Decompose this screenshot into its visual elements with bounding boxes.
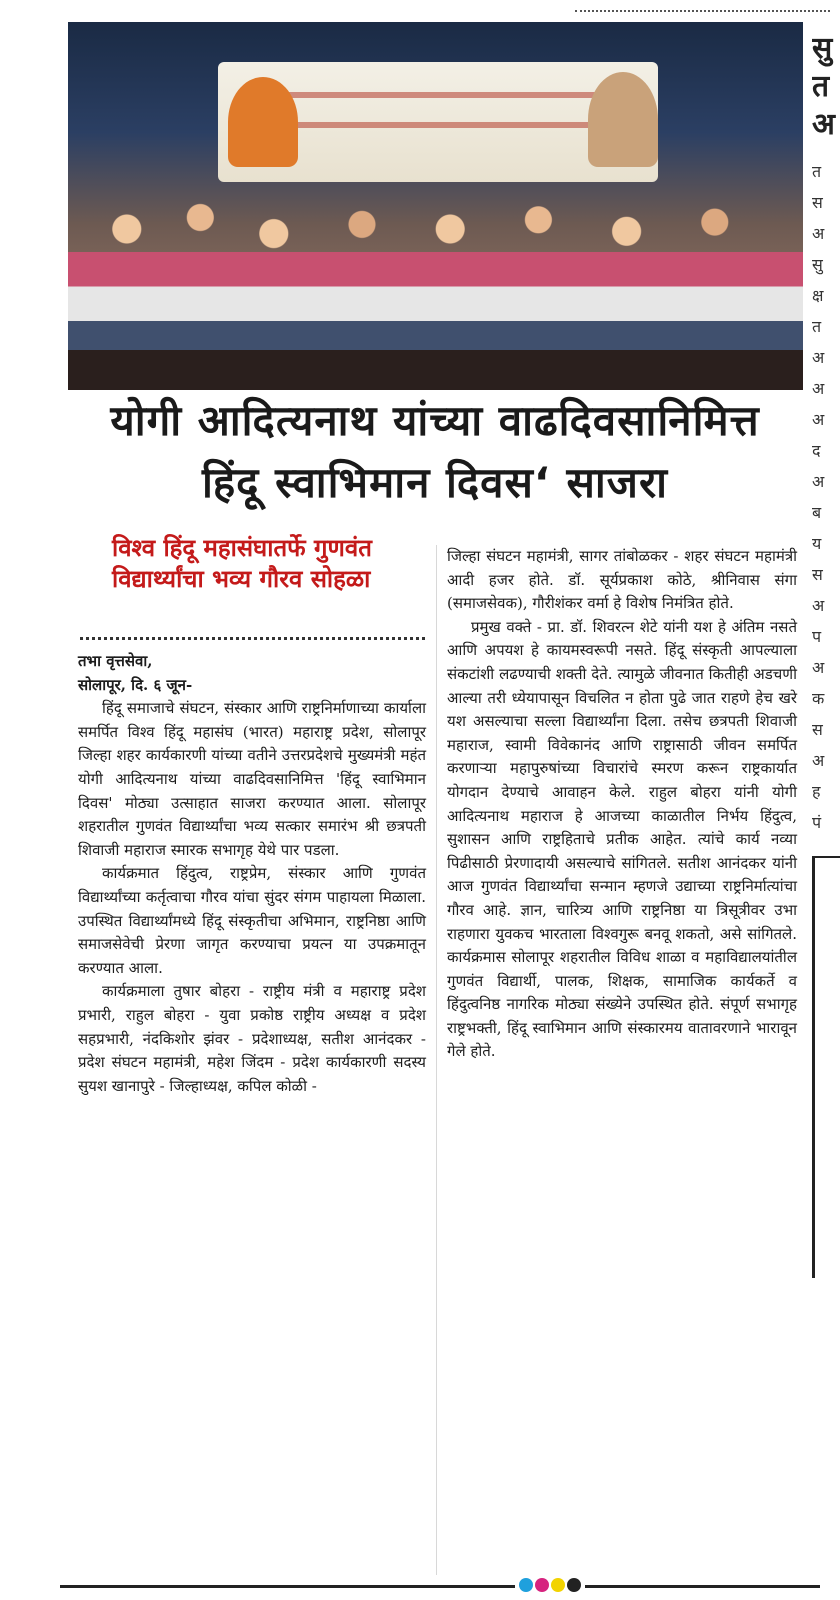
magenta-dot bbox=[535, 1578, 549, 1592]
adjacent-box bbox=[812, 856, 840, 1278]
banner-portrait-right bbox=[588, 72, 658, 167]
yellow-dot bbox=[551, 1578, 565, 1592]
headline-line-1: योगी आदित्यनाथ यांच्या वाढदिवसानिमित्त bbox=[110, 396, 760, 445]
paragraph: प्रमुख वक्ते - प्रा. डॉ. शिवरत्न शेटे यांनी यश हे अंतिम नसते आणि अपयश हे कायमस्वरूपी नसते. हिंदू संस्कृती आपल्याला संकटांशी लढण्याची शक्ती देते. त्यामुळे जीवनात कितीही अडचणी आल्या तरी ध्येयापासून विचलित न होता पुढे जात राहणे हेच खरे यश असल्याचा सल्ला विद्यार्थ्यांना दिला. तसेच छत्रपती शिवाजी महाराज, स्वामी विवेकानंद आणि राष्ट्रासाठी जीवन समर्पित करणाऱ्या महापुरुषांच्या विचारांचे स्मरण करून राष्ट्रकार्यात योगदान देण्याचे आवाहन केले. राहुल बोहरा यांनी योगी आदित्यनाथ महाराज हे आजच्या काळातील निर्भय हिंदुत्व, सुशासन आणि राष्ट्रहिताचे प्रतीक आहेत. त्यांचे कार्य नव्या पिढीसाठी प्रेरणादायी असल्याचे सांगितले. सतीश आनंदकर यांनी आज गुणवंत विद्यार्थ्यांचा सन्मान म्हणजे उद्याच्या राष्ट्रनिर्मात्यांचा गौरव आहे. ज्ञान, चारित्र्य आणि राष्ट्रनिष्ठा या त्रिसूत्रीवर उभा राहणारा युवकच भारताला विश्वगुरू बनवू शकतो, असे सांगितले. कार्यक्रमास सोलापूर शहरातील विविध शाळा व महाविद्यालयांतील गुणवंत विद्यार्थी, पालक, शिक्षक, सामाजिक कार्यकर्ते व हिंदुत्वनिष्ठ नागरिक मोठ्या संख्येने उपस्थित होते. संपूर्ण सभागृह राष्ट्रभक्ती, हिंदू स्वाभिमान आणि संस्कारमय वातावरणाने भारावून गेले होते. bbox=[447, 617, 797, 1061]
event-photo bbox=[68, 22, 803, 390]
bottom-rule bbox=[60, 1585, 820, 1588]
black-dot bbox=[567, 1578, 581, 1592]
top-dotted-rule bbox=[575, 10, 830, 12]
adjacent-article-strip bbox=[812, 30, 840, 1570]
dateline-agency: तभा वृत्तसेवा, bbox=[78, 652, 153, 670]
banner-portrait-left bbox=[228, 77, 298, 167]
paragraph: हिंदू समाजाचे संघटन, संस्कार आणि राष्ट्रनिर्माणाच्या कार्याला समर्पित विश्व हिंदू महासंघ (भारत) महाराष्ट्र प्रदेश, सोलापूर जिल्हा शहर कार्यकारणी यांच्या वतीने उत्तरप्रदेशचे मुख्यमंत्री महंत योगी आदित्यनाथ यांच्या वाढदिवसानिमित्त 'हिंदू स्वाभिमान दिवस' मोठ्या उत्साहात साजरा करण्यात आला. सोलापूर शहरातील गुणवंत विद्यार्थ्यांचा भव्य सत्कार समारंभ श्री छत्रपती शिवाजी महाराज स्मारक सभागृह येथे पार पडला. bbox=[78, 699, 426, 859]
subheadline-rule bbox=[80, 637, 425, 640]
article-column-left bbox=[78, 650, 426, 1098]
adjacent-heading: सु त अ bbox=[812, 31, 835, 142]
adjacent-text: त स अ सु क्ष त अ अ अ द अ ब य स अ प अ क स अ ह पं bbox=[812, 162, 825, 832]
stage-floor bbox=[68, 350, 803, 390]
dateline-place-date: सोलापूर, दि. ६ जून- bbox=[78, 675, 193, 694]
headline-line-2: हिंदू स्वाभिमान दिवस‘ साजरा bbox=[202, 458, 668, 507]
article-column-right bbox=[447, 545, 797, 1064]
paragraph: कार्यक्रमाला तुषार बोहरा - राष्ट्रीय मंत्री व महाराष्ट्र प्रदेश प्रभारी, राहुल बोहरा - युवा प्रकोष्ठ राष्ट्रीय अध्यक्ष व प्रदेश सहप्रभारी, नंदकिशोर झंवर - प्रदेशाध्यक्ष, सतीश आनंदकर - प्रदेश संघटन महामंत्री, महेश जिंदम - प्रदेश कार्यकारणी सदस्य सुयश खानापुरे - जिल्हाध्यक्ष, कपिल कोळी - bbox=[78, 982, 426, 1095]
registration-marks bbox=[515, 1578, 585, 1592]
paragraph: कार्यक्रमात हिंदुत्व, राष्ट्रप्रेम, संस्कार आणि गुणवंत विद्यार्थ्यांच्या कर्तृत्वाचा गौरव यांचा सुंदर संगम पाहायला मिळाला. उपस्थित विद्यार्थ्यांमध्ये हिंदू संस्कृतीचा अभिमान, राष्ट्रनिष्ठा आणि समाजसेवेची प्रेरणा जागृत करण्याचा प्रयत्न या उपक्रमातून करण्यात आला. bbox=[78, 864, 426, 977]
paragraph: जिल्हा संघटन महामंत्री, सागर तांबोळकर - शहर संघटन महामंत्री आदी हजर होते. डॉ. सूर्यप्रकाश कोठे, श्रीनिवास संगा (समाजसेवक), गौरीशंकर वर्मा हे विशेष निमंत्रित होते. bbox=[447, 547, 797, 613]
cyan-dot bbox=[519, 1578, 533, 1592]
column-separator bbox=[436, 545, 437, 1575]
subheadline: विश्व हिंदू महासंघातर्फे गुणवंत विद्यार्थ्यांचा भव्य गौरव सोहळा bbox=[112, 534, 372, 593]
